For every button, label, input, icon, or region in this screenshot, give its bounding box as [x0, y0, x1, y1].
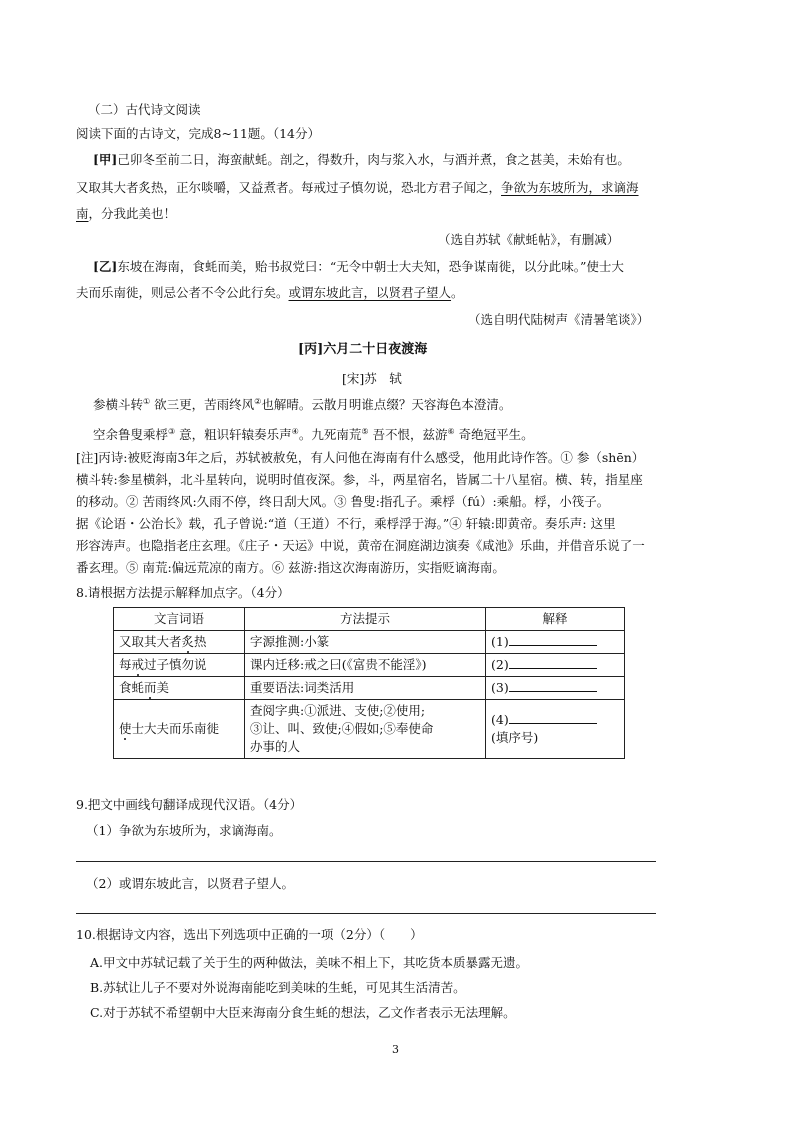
poem-verse-1: 参横斗转① 欲三更，苦雨终风②也解晴。云散月明谁点缀？天容海色本澄清。 — [93, 396, 512, 412]
jia-line-3: 南，分我此美也！ — [76, 206, 177, 221]
jia-line-1: [甲]己卯冬至前二日，海蛮献蚝。剖之，得数升，肉与浆入水，与酒并煮，食之甚美，未始有也。 — [93, 152, 630, 167]
header-cell: 方法提示 — [245, 608, 486, 631]
q9-prompt: 9.把文中画线句翻译成现代汉语。（4分） — [76, 797, 303, 812]
q10-option-a[interactable]: A.甲文中苏轼记载了关于生的两种做法，美味不相上下，其吃货本质暴露无遗。 — [90, 955, 529, 970]
term-cell: 又取其大者炙热 — [114, 631, 245, 654]
term-cell: 食蚝而美 — [114, 677, 245, 700]
yi-label: [乙] — [93, 259, 118, 274]
term-cell: 每戒过子慎勿说 — [114, 654, 245, 677]
jia-source: （选自苏轼《献蚝帖》，有删减） — [438, 232, 620, 247]
table-row — [114, 700, 625, 759]
header-cell: 解释 — [486, 608, 625, 631]
answer-line[interactable] — [76, 913, 656, 914]
note-line: 横斗转:参星横斜，北斗星转向，说明时值夜深。参，斗，两星宿名，皆属二十八星宿。横、转，指星座 — [76, 472, 643, 487]
hint-cell: 查阅字典:①派进、支使;②使用; ③让、叫、致使;④假如;⑤奉使命 办事的人 — [245, 700, 486, 759]
table-header-row — [114, 608, 625, 631]
note-line: 据《论语・公治长》载，孔子曾说:“道（王道）不行，乘桴浮于海。”④ 轩辕:即黄帝。奏乐声: 这里 — [76, 516, 616, 531]
hint-cell: 课内迁移:戒之曰(《富贵不能淫》) — [245, 654, 486, 677]
yi-line-1: [乙]东坡在海南，食蚝而美，贻书叔党曰：“无令中朝士大夫知，恐争谋南徙，以分此味。”使士大 — [93, 259, 624, 274]
jia-label: [甲] — [93, 152, 118, 167]
q10-option-b[interactable]: B.苏轼让儿子不要对外说海南能吃到美味的生蚝，可见其生活清苦。 — [90, 980, 466, 995]
answer-blank[interactable] — [509, 656, 597, 669]
answer-blank[interactable] — [509, 711, 597, 724]
section-heading: （二）古代诗文阅读 — [88, 102, 201, 117]
answer-line[interactable] — [76, 861, 656, 862]
poem-title: [丙]六月二十日夜渡海 — [298, 342, 428, 357]
answer-cell[interactable]: (2) — [486, 654, 625, 677]
q10-option-c[interactable]: C.对于苏轼不希望朝中大臣来海南分食生蚝的想法，乙文作者表示无法理解。 — [90, 1005, 516, 1020]
dotted-char: 而 — [144, 680, 157, 695]
q8-table — [113, 607, 625, 759]
table-row — [114, 677, 625, 700]
table-row — [114, 631, 625, 654]
poem-verse-2: 空余鲁叟乘桴③ 意，粗识轩辕奏乐声④。九死南荒⑤ 吾不恨，兹游⑥ 奇绝冠平生。 — [93, 426, 534, 442]
term-cell: 使士大夫而乐南徙 — [114, 700, 245, 759]
answer-cell[interactable]: (1) — [486, 631, 625, 654]
q10-prompt: 10.根据诗文内容，选出下列选项中正确的一项（2分）（ ） — [76, 927, 423, 942]
underlined-sentence-1: 争欲为东坡所为，求谪海 — [501, 180, 639, 195]
answer-blank[interactable] — [509, 633, 597, 646]
note-line: 的移动。② 苦雨终风:久雨不停，终日刮大风。③ 鲁叟:指孔子。乘桴（fú）:乘船。桴，小筏子。 — [76, 494, 610, 509]
section-instruction: 阅读下面的古诗文，完成8~11题。（14分） — [76, 126, 320, 141]
answer-cell[interactable]: (3) — [486, 677, 625, 700]
answer-blank[interactable] — [509, 679, 597, 692]
underlined-sentence-2: 或谓东坡此言，以贤君子望人 — [288, 285, 452, 300]
note-line: [注]丙诗:被贬海南3年之后，苏轼被赦免，有人问他在海南有什么感受，他用此诗作答。① 参（shēn） — [76, 450, 645, 465]
yi-source: （选自明代陆树声《清暑笔谈》） — [468, 312, 650, 327]
underlined-sentence-1-end: 南 — [76, 206, 89, 221]
yi-line-2: 夫而乐南徙，则忌公者不令公此行矣。或谓东坡此言，以贤君子望人。 — [76, 285, 464, 300]
note-line: 形容涛声。也隐指老庄玄理。《庄子・天运》中说，黄帝在洞庭湖边演奏《咸池》乐曲，并借音乐说了一 — [76, 538, 645, 553]
jia-line-2: 又取其大者炙热，正尔啖嚼，又益煮者。每戒过子慎勿说，恐北方君子闻之，争欲为东坡所为，求谪海 — [76, 180, 639, 195]
page-number: 3 — [392, 1043, 399, 1056]
q8-prompt: 8.请根据方法提示解释加点字。（4分） — [76, 585, 290, 600]
hint-cell: 字源推测:小篆 — [245, 631, 486, 654]
dotted-char: 炙 — [181, 634, 195, 649]
q9-item-1: （1）争欲为东坡所为，求谪海南。 — [86, 823, 282, 838]
header-cell: 文言词语 — [114, 608, 245, 631]
dotted-char: 戒 — [131, 657, 145, 672]
dotted-char: 使 — [119, 721, 132, 736]
q9-item-2: （2）或谓东坡此言，以贤君子望人。 — [86, 876, 294, 891]
poem-author: [宋]苏 轼 — [342, 371, 402, 386]
table-row — [114, 654, 625, 677]
answer-cell[interactable]: (4) (填序号) — [486, 700, 625, 759]
hint-cell: 重要语法:词类活用 — [245, 677, 486, 700]
note-line: 番玄理。⑤ 南荒:偏远荒凉的南方。⑥ 兹游:指这次海南游历，实指贬谪海南。 — [76, 560, 505, 575]
